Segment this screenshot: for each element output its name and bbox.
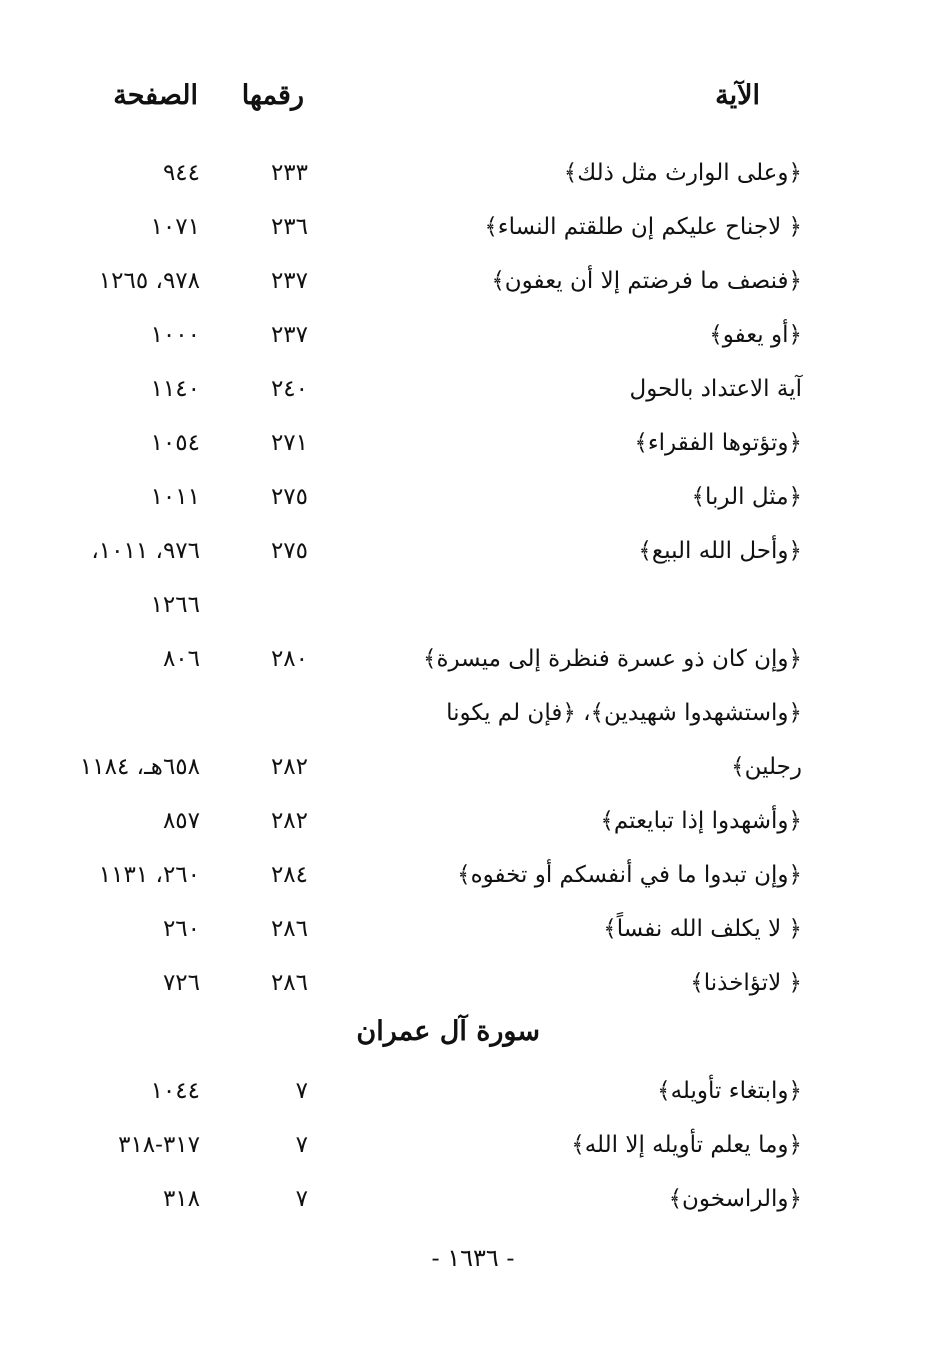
ayah-number: ٧ [295, 1186, 308, 1212]
page-reference: ٩٤٤ [162, 160, 200, 186]
table-row [0, 254, 946, 308]
ayah-text: ﴿فنصف ما فرضتم إلا أن يعفون﴾ [491, 268, 802, 294]
ayah-text: ﴿والراسخون﴾ [668, 1186, 802, 1212]
page-reference: ١٠١١ [150, 484, 200, 510]
page-reference: ١١٤٠ [150, 376, 200, 402]
ayah-text: ﴿وعلى الوارث مثل ذلك﴾ [563, 160, 802, 186]
ayah-number: ٢٤٠ [270, 376, 308, 402]
ayah-text: ﴿ لاتؤاخذنا﴾ [690, 970, 802, 996]
page-reference: ٨٠٦ [162, 646, 200, 672]
ayah-number: ٢٧٥ [270, 538, 308, 564]
page-reference: ٢٦٠ [162, 916, 200, 942]
table-row [0, 848, 946, 902]
table-row [0, 794, 946, 848]
table-row [0, 524, 946, 578]
ayah-text: ﴿ لاجناح عليكم إن طلقتم النساء﴾ [484, 214, 802, 240]
column-header-ayah: الآية [715, 80, 760, 111]
ayah-number: ٢٨٢ [270, 754, 308, 780]
ayah-number: ٢٨٠ [270, 646, 308, 672]
ayah-number: ٢٣٧ [270, 268, 308, 294]
ayah-number: ٢٨٦ [270, 916, 308, 942]
index-table [0, 146, 946, 1226]
table-row [0, 1172, 946, 1226]
table-row [0, 686, 946, 740]
page-reference: ٩٧٦، ١٠١١، [91, 538, 200, 564]
column-header-number: رقمها [241, 80, 304, 111]
page-reference: ١٠٠٠ [150, 322, 200, 348]
ayah-text: ﴿وإن تبدوا ما في أنفسكم أو تخفوه﴾ [457, 862, 802, 888]
ayah-number: ٢٧١ [270, 430, 308, 456]
ayah-number: ٧ [295, 1078, 308, 1104]
ayah-number: ٢٨٤ [270, 862, 308, 888]
ayah-text: ﴿وإن كان ذو عسرة فنظرة إلى ميسرة﴾ [422, 646, 802, 672]
page-reference: ٣١٧-٣١٨ [118, 1132, 200, 1158]
table-row [0, 740, 946, 794]
ayah-text: ﴿وتؤتوها الفقراء﴾ [634, 430, 802, 456]
ayah-text: رجلين﴾ [731, 754, 802, 780]
ayah-number: ٧ [295, 1132, 308, 1158]
table-row [0, 416, 946, 470]
ayah-text: ﴿واستشهدوا شهيدين﴾، ﴿فإن لم يكونا [446, 700, 802, 726]
ayah-number: ٢٨٦ [270, 970, 308, 996]
ayah-text: ﴿وابتغاء تأويله﴾ [657, 1078, 802, 1104]
table-header [0, 72, 946, 122]
page-reference: ١٠٧١ [150, 214, 200, 240]
table-row [0, 146, 946, 200]
page-reference: ٢٦٠، ١١٣١ [98, 862, 200, 888]
ayah-number: ٢٧٥ [270, 484, 308, 510]
page-number: - ١٦٣٦ - [431, 1244, 515, 1272]
table-row [0, 902, 946, 956]
table-row [0, 956, 946, 1010]
page-reference: ٧٢٦ [162, 970, 200, 996]
ayah-text: ﴿وأشهدوا إذا تبايعتم﴾ [600, 808, 802, 834]
ayah-text: آية الاعتداد بالحول [629, 376, 802, 402]
page-reference: ٣١٨ [162, 1186, 200, 1212]
table-row [0, 308, 946, 362]
table-row [0, 470, 946, 524]
ayah-text: ﴿وأحل الله البيع﴾ [638, 538, 802, 564]
ayah-number: ٢٣٣ [270, 160, 308, 186]
ayah-text: ﴿أو يعفو﴾ [709, 322, 802, 348]
page-reference: ٦٥٨هـ، ١١٨٤ [79, 754, 200, 780]
surah-heading-text: سورة آل عمران [356, 1016, 540, 1047]
ayah-text: ﴿مثل الربا﴾ [691, 484, 802, 510]
surah-heading [0, 1010, 946, 1064]
column-header-page: الصفحة [113, 80, 198, 111]
table-row [0, 1118, 946, 1172]
table-row [0, 1064, 946, 1118]
page-reference: ١٠٤٤ [150, 1078, 200, 1104]
ayah-text: ﴿وما يعلم تأويله إلا الله﴾ [571, 1132, 802, 1158]
page-reference: ٨٥٧ [162, 808, 200, 834]
page-reference: ١٠٥٤ [150, 430, 200, 456]
page-reference: ٩٧٨، ١٢٦٥ [98, 268, 200, 294]
table-row [0, 200, 946, 254]
table-row [0, 632, 946, 686]
ayah-number: ٢٨٢ [270, 808, 308, 834]
ayah-number: ٢٣٧ [270, 322, 308, 348]
ayah-text: ﴿ لا يكلف الله نفساً﴾ [603, 916, 802, 942]
page-reference: ١٢٦٦ [150, 592, 200, 618]
table-row [0, 362, 946, 416]
table-row-continuation [0, 578, 946, 632]
ayah-number: ٢٣٦ [270, 214, 308, 240]
